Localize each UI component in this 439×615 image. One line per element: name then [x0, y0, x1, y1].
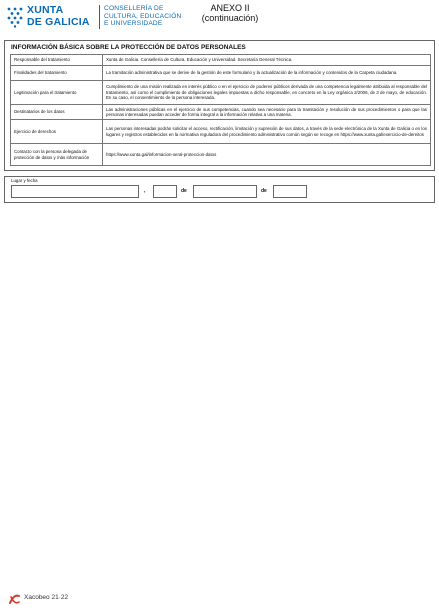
row-label: Responsable del tratamiento — [11, 55, 103, 66]
page-header — [4, 3, 435, 35]
row-label: Destinatarios de los datos — [11, 105, 103, 120]
logo-line-2: DE GALICIA — [27, 16, 90, 28]
data-protection-table — [10, 54, 431, 166]
de-separator-1: de — [181, 188, 187, 194]
table-row — [11, 66, 431, 81]
year-input[interactable] — [273, 185, 307, 198]
place-date-label: Lugar y fecha — [11, 178, 38, 183]
row-label: Finalidades del tratamiento — [11, 66, 103, 81]
row-label: Ejercicio de derechos — [11, 120, 103, 144]
month-input[interactable] — [193, 185, 257, 198]
logo-wordmark — [27, 4, 90, 28]
comma-separator: , — [144, 188, 146, 194]
place-input[interactable] — [11, 185, 139, 198]
conselleria-name — [104, 5, 181, 28]
day-input[interactable] — [153, 185, 177, 198]
row-value: Las personas interesadas podrán solicitar el acceso, rectificación, limitación y supresión de sus datos, a través de la sede electrónica de la Xunta de Galicia o en los lugares y registros establecidos en la normativa reguladora del procedimiento administrativo común según se recoge en https://www.xunta.gal/exercicio-de-dereitos — [103, 120, 431, 144]
row-value: Cumplimiento de una misión realizada en interés público o en el ejercicio de poderes públicos derivada de una competencia legalmente atribuida al responsable del tratamiento, así como el cumplimiento de obligaciones legales impuestas a dicho responsable, en concreto en la Ley orgánica 2/2006, de 3 de mayo, de educación. En su caso, el consentimiento de la persona interesada. — [103, 81, 431, 105]
logo-line-1: XUNTA — [27, 4, 64, 16]
table-row — [11, 105, 431, 120]
xacobeo-mark-icon — [8, 593, 21, 606]
section-title: INFORMACIÓN BÁSICA SOBRE LA PROTECCIÓN DE DATOS PERSONALES — [11, 44, 246, 51]
place-date-section — [4, 176, 435, 203]
table-row — [11, 55, 431, 66]
row-value: La tramitación administrativa que se derive de la gestión de este formulario y la actualización de la información y contenidos de la Carpeta ciudadana. — [103, 66, 431, 81]
de-separator-2: de — [261, 188, 267, 194]
annex-subtitle: (continuación) — [201, 13, 259, 23]
conselleria-line-2: CULTURA, EDUCACIÓN — [104, 12, 182, 20]
table-row — [11, 81, 431, 105]
row-value: Xunta de Galicia. Consellería de Cultura, Educación y Universidad. Secretaría General Técnica. — [103, 55, 431, 66]
annex-heading — [190, 3, 270, 23]
annex-title: ANEXO II — [210, 3, 250, 13]
xacobeo-logo — [8, 593, 88, 607]
data-protection-section — [4, 40, 435, 171]
row-value: https://www.xunta.gal/informacion-xeral-proteccion-datos — [103, 144, 431, 166]
row-label: Contacto con la persona delegada de protección de datos y más información — [11, 144, 103, 166]
table-row — [11, 144, 431, 166]
xunta-logo — [6, 4, 98, 32]
table-row — [11, 120, 431, 144]
row-value: Las administraciones públicas en el ejercicio de sus competencias, cuando sea necesario para la tramitación y resolución de sus procedimientos o para que las personas interesadas puedan acceder de forma integral a la información relativa a una materia. — [103, 105, 431, 120]
conselleria-line-3: E UNIVERSIDADE — [104, 20, 163, 28]
row-label: Legitimación para el tratamiento — [11, 81, 103, 105]
galicia-emblem-icon — [6, 6, 24, 28]
header-divider — [99, 5, 100, 29]
conselleria-line-1: CONSELLERÍA DE — [104, 5, 164, 12]
xacobeo-text: Xacobeo 21·22 — [24, 594, 69, 601]
